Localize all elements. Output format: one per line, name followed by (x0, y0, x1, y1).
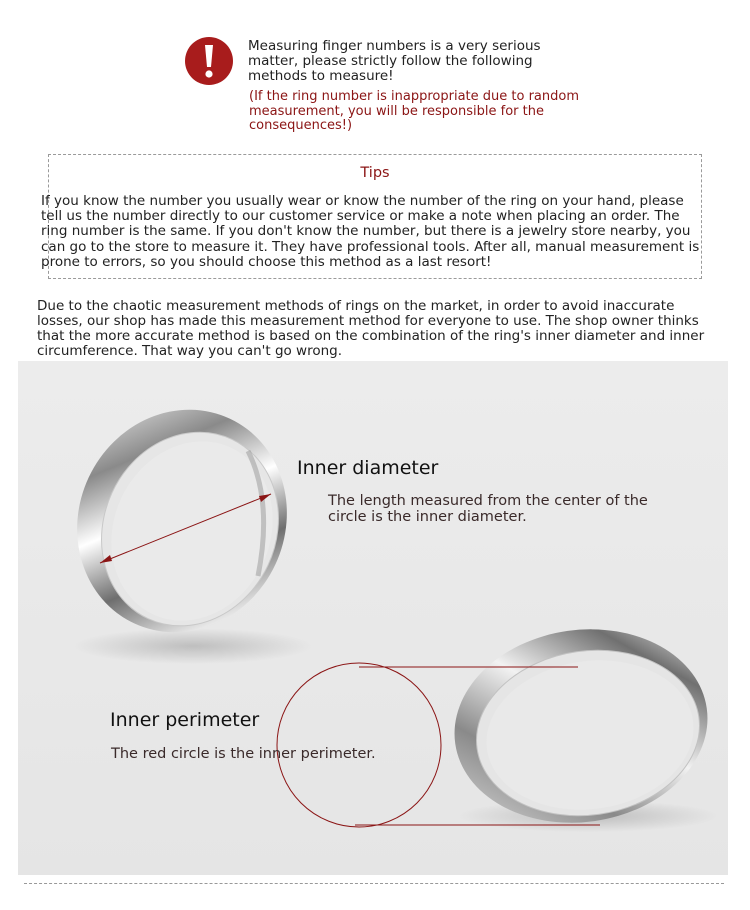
bottom-divider (24, 883, 724, 884)
inner-perimeter-heading: Inner perimeter (110, 709, 260, 731)
warning-disclaimer: (If the ring number is inappropriate due to random measurement, you will be responsible for the consequences!) (249, 89, 580, 133)
intro-paragraph: Due to the chaotic measurement methods of rings on the market, in order to avoid inaccurate losses, our shop has made this measurement method for everyone to use. The shop owner thinks that the more accurate method is based on the combination of the ring's inner diameter and inner circumference. That way you can't go wrong. (37, 298, 705, 359)
inner-diameter-heading: Inner diameter (297, 457, 439, 479)
inner-perimeter-description: The red circle is the inner perimeter. (111, 746, 376, 762)
exclamation-icon (184, 36, 234, 86)
tips-text: If you know the number you usually wear or know the number of the ring on your hand, please tell us the number directly to our customer service or make a note when placing an order. The ring number is the same. If you don't know the number, but there is a jewelry store nearby, you can go to the store to measure it. They have professional tools. After all, manual measurement is prone to errors, so you should choose this method as a last resort! (41, 193, 700, 270)
ring-image-bottom (442, 613, 720, 838)
tips-title: Tips (360, 165, 390, 181)
inner-diameter-description: The length measured from the center of the circle is the inner diameter. (328, 493, 648, 525)
ring-image-top (41, 375, 323, 667)
warning-message: Measuring finger numbers is a very serious matter, please strictly follow the following methods to measure! (248, 38, 541, 84)
measurement-illustration (18, 361, 728, 875)
